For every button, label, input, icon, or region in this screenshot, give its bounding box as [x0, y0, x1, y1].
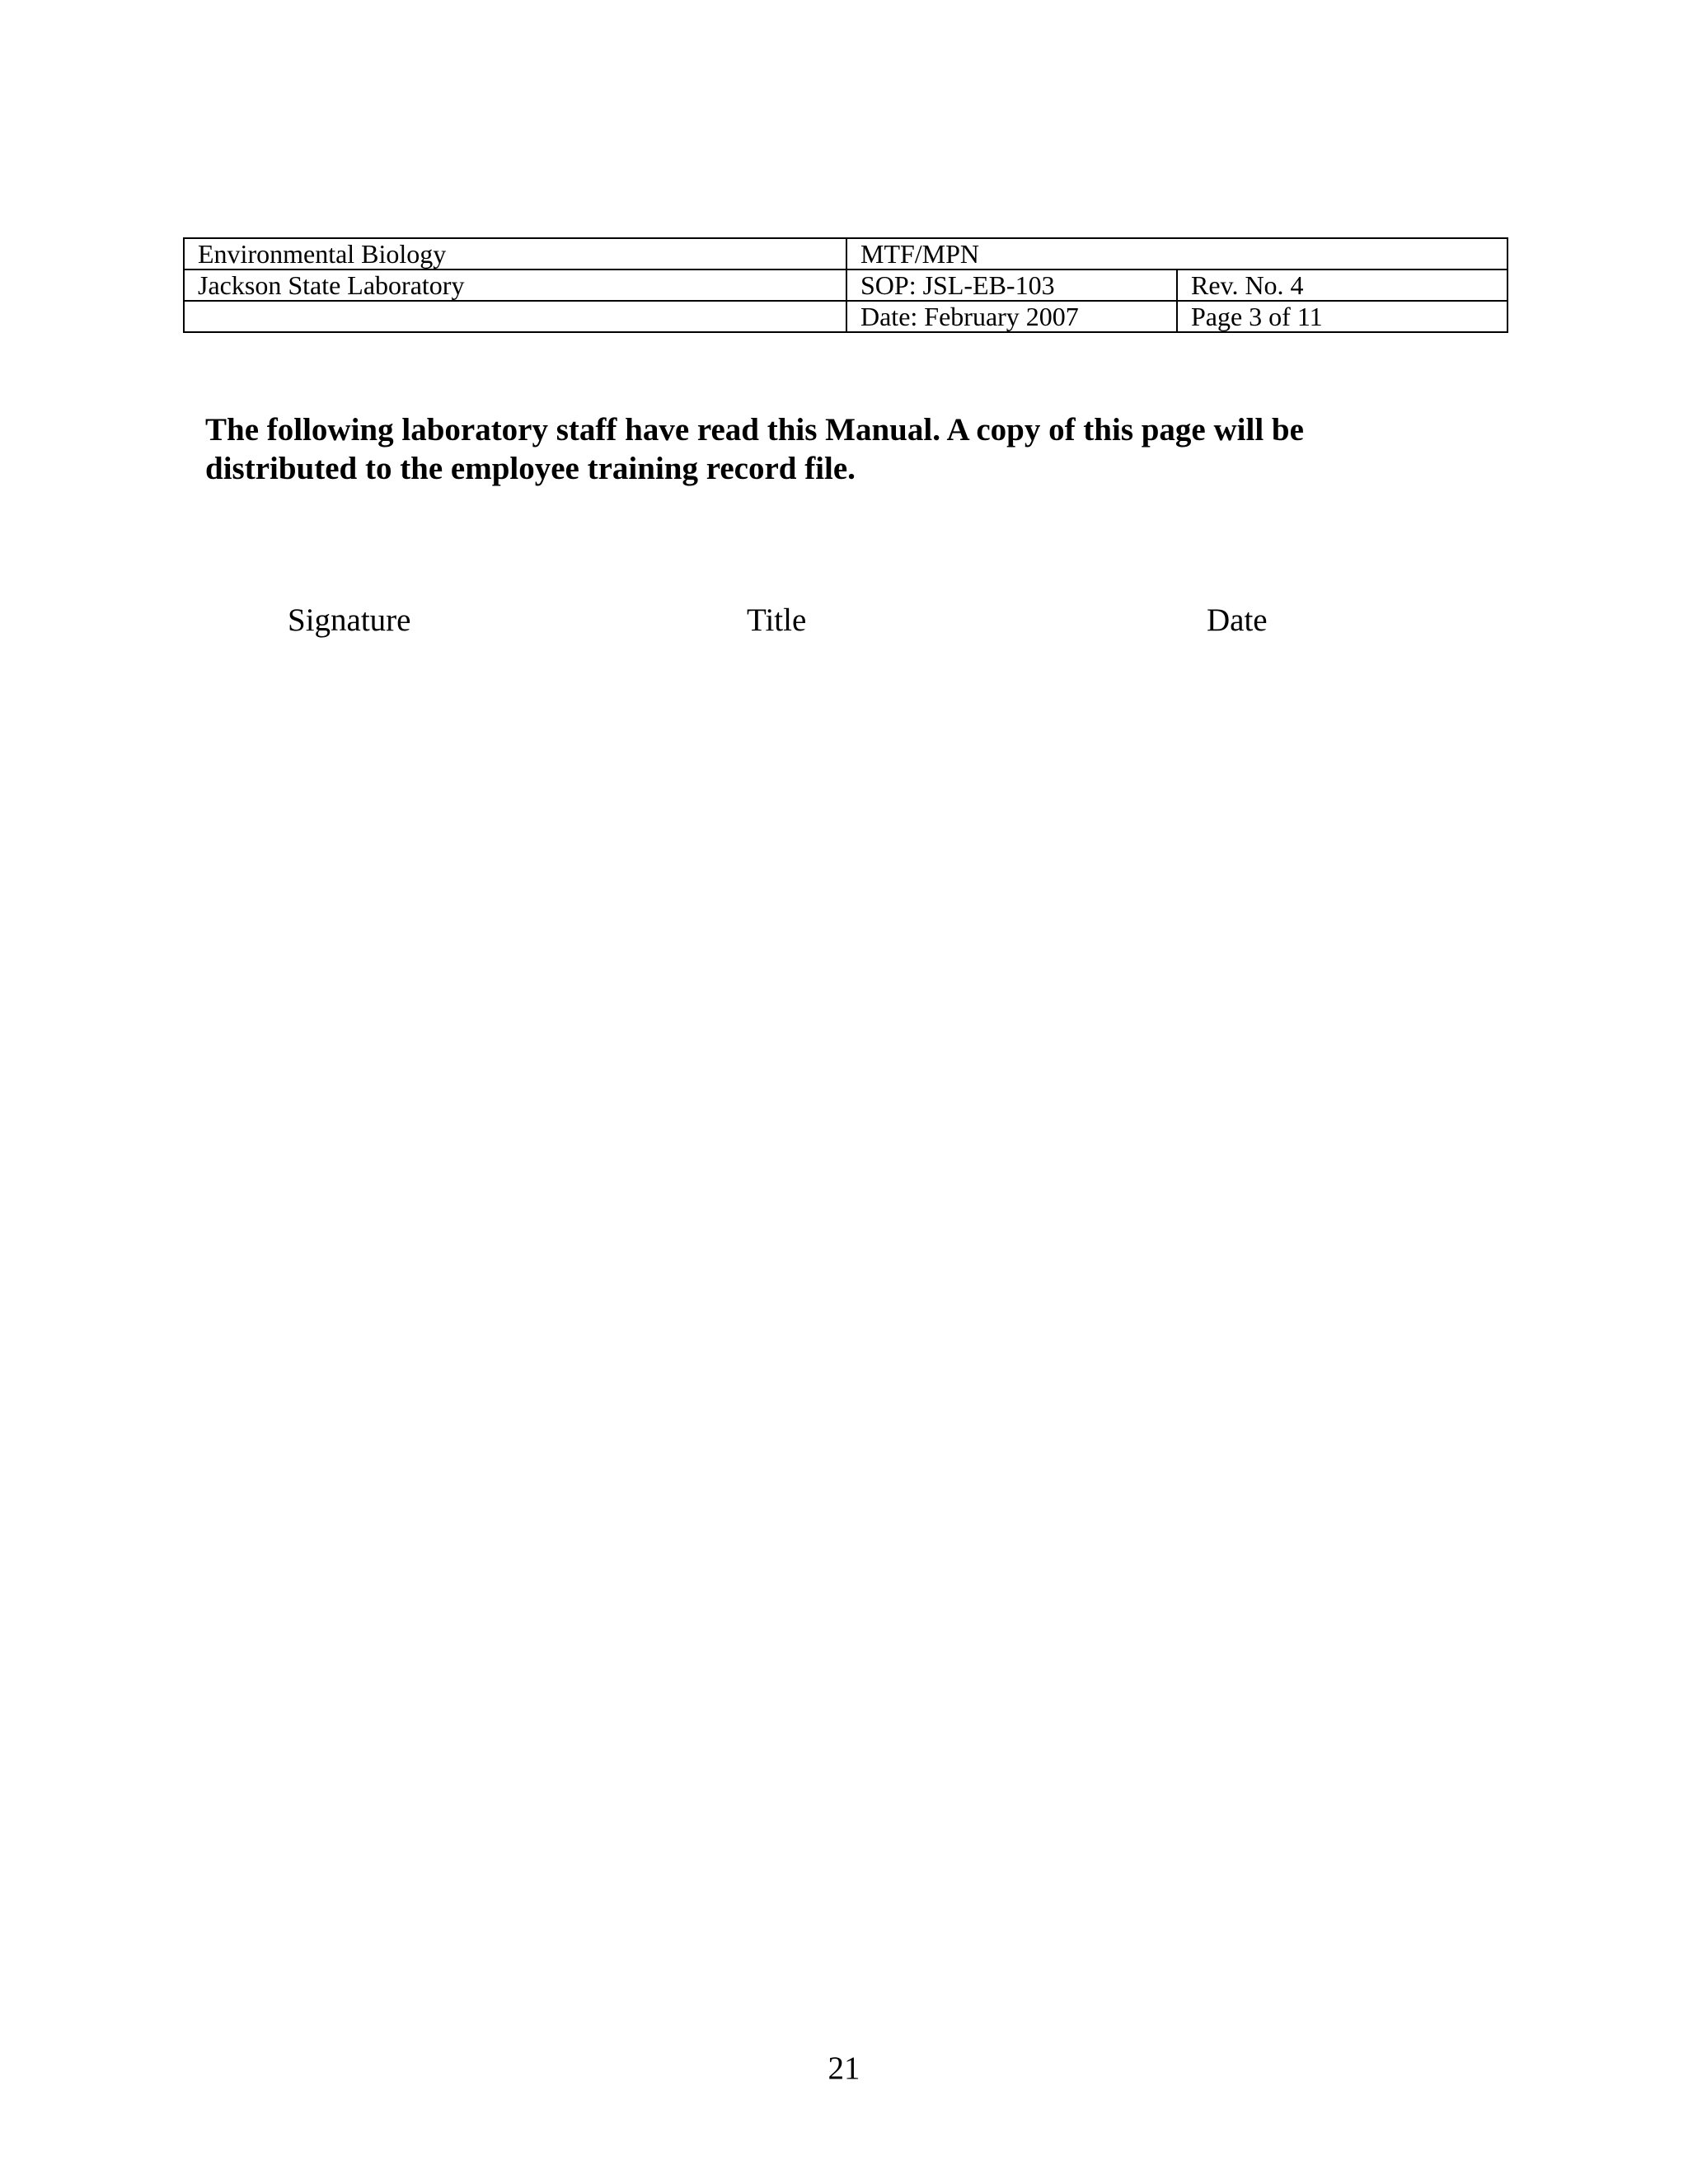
laboratory-cell: Jackson State Laboratory [184, 269, 846, 301]
document-header-table [183, 237, 1508, 333]
header-row-2 [184, 269, 1507, 301]
header-row-1 [184, 238, 1507, 269]
date-column-heading: Date [1207, 602, 1268, 638]
header-row-3 [184, 301, 1507, 332]
page-number: 21 [828, 2050, 860, 2086]
title-column-heading: Title [747, 602, 807, 638]
revision-cell: Rev. No. 4 [1177, 269, 1507, 301]
page-cell: Page 3 of 11 [1177, 301, 1507, 332]
sop-cell: SOP: JSL-EB-103 [846, 269, 1177, 301]
intro-statement: The following laboratory staff have read this Manual. A copy of this page will be distributed to the employee training record file. [205, 412, 1304, 486]
signature-column-heading: Signature [288, 602, 411, 638]
method-cell: MTF/MPN [846, 238, 1507, 269]
date-cell: Date: February 2007 [846, 301, 1177, 332]
department-cell: Environmental Biology [184, 238, 846, 269]
blank-cell [184, 301, 846, 332]
